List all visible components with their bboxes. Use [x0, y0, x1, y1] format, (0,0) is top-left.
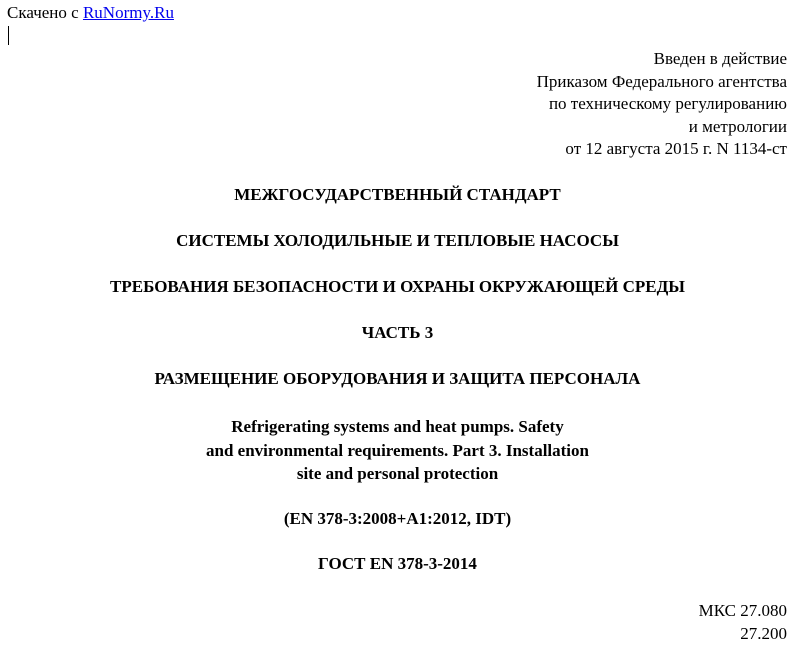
subject-heading: СИСТЕМЫ ХОЛОДИЛЬНЫЕ И ТЕПЛОВЫЕ НАСОСЫ: [176, 231, 619, 250]
enactment-line: Приказом Федерального агентства: [536, 71, 787, 91]
enactment-line: Введен в действие: [653, 49, 787, 68]
source-line: [7, 3, 174, 23]
part-title-heading: РАЗМЕЩЕНИЕ ОБОРУДОВАНИЯ И ЗАЩИТА ПЕРСОНАЛА: [154, 369, 641, 388]
equivalence-note: (EN 378-3:2008+A1:2012, IDT): [283, 509, 512, 528]
standard-type-heading: МЕЖГОСУДАРСТВЕННЫЙ СТАНДАРТ: [234, 185, 561, 204]
classification-line: МКС 27.080: [698, 601, 787, 620]
requirements-heading: ТРЕБОВАНИЯ БЕЗОПАСНОСТИ И ОХРАНЫ ОКРУЖАЮЩЕЙ СРЕДЫ: [110, 277, 685, 296]
enactment-block: [537, 48, 787, 161]
english-title: [0, 415, 790, 486]
enactment-line: и метрологии: [688, 116, 787, 136]
enactment-line: по техническому регулированию: [548, 94, 787, 113]
part-heading: ЧАСТЬ 3: [361, 323, 434, 342]
enactment-line: от 12 августа 2015 г. N 1134-ст: [565, 139, 787, 158]
english-title-line: and environmental requirements. Part 3. Installation: [206, 440, 589, 460]
source-link[interactable]: RuNormy.Ru: [82, 3, 174, 22]
text-cursor: [8, 26, 9, 45]
classification-line: 27.200: [740, 624, 787, 643]
english-title-line: Refrigerating systems and heat pumps. Safety: [231, 417, 564, 436]
english-title-line: site and personal protection: [296, 464, 499, 483]
source-prefix: Скачено с: [7, 3, 79, 22]
standard-designation: ГОСТ EN 378-3-2014: [318, 554, 477, 573]
classification-codes: [699, 599, 787, 645]
